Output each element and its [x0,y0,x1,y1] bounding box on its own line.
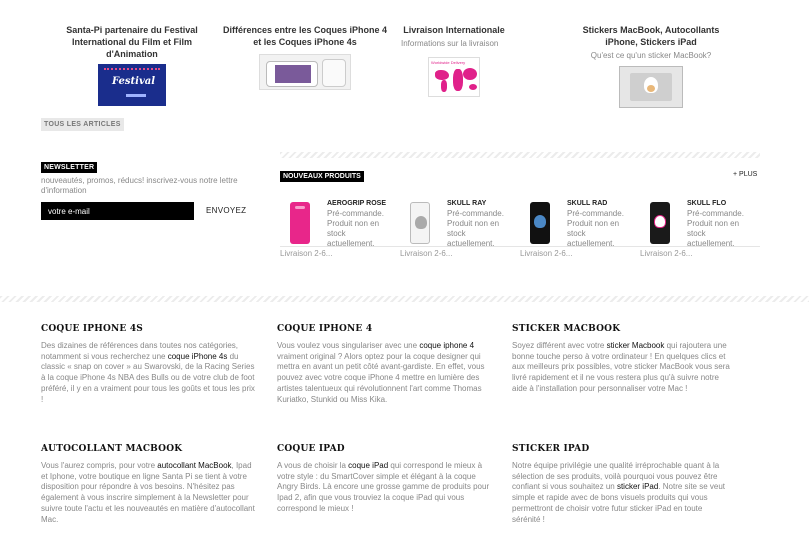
seo-text: A vous de choisir la coque iPad qui correspond le mieux à votre style : du SmartCover simple et élégant à la coque Angry Birds. Là encore une grosse gamme de produits pour Ipad 2, afin que vous trouviez la coque iPad qui vous correspond le mieux ! [277,461,490,513]
seo-text: Vous l'aurez compris, pour votre autocollant MacBook, Ipad et Iphone, votre boutique en ligne Santa Pi se tient à votre disposition pour répondre à vos besoins. N'hésitez pas également à vous inscrire simplement à la Newsletter pour suivre toute l'actu et les nouveautés en matière d'autocollant Mac. [41,461,255,524]
article-delivery[interactable] [369,24,539,97]
seo-link[interactable]: coque iphone 4 [419,341,475,350]
seo-block-sticker-ipad [512,444,730,525]
seo-text: Soyez différent avec votre sticker Macbook qui rajoutera une bonne touche perso à votre ordinateur ! En quelques clics et aux meilleurs prix possibles, votre sticker MacBook vous sera livré rapidement et il ne vous restera plus qu'à suivre notre aide à l'installation pour personnaliser votre Mac ! [512,341,730,393]
skull-icon [654,215,666,228]
seo-link[interactable]: coque iPad [348,461,389,470]
product-status: Pré-commande. Produit non en stock actuellement. [687,209,744,248]
seo-text: Notre équipe privilégie une qualité irréprochable quant à la sélection de ses produits, voilà pourquoi vous pouvez être confiant si vous souhaitez un sticker iPad. Notre site se veut simple et rapide avec de bons visuels produits qui vous permettront de choisir votre futur sticker iPad en toute sérénité ! [512,461,726,524]
festival-thumbnail[interactable] [98,64,166,106]
festival-dots [104,68,160,74]
seo-block-autocollant-macbook [41,444,259,525]
product-card[interactable] [640,200,752,260]
seo-text: Des dizaines de références dans toutes nos catégories, notamment si vous recherchez une coque iPhone 4s du classic « snap on cover » au Swarovski, de la Racing Series à la coque iPhone 4s NBA des Bulls ou de votre club de foot préféré, il y en a vraiment pour tous les goûts et tous les prix ! [41,341,255,404]
newsletter-tag: NEWSLETTER [41,162,97,173]
map-label: Worldwide Delivery [431,60,466,65]
skull-rad-image[interactable] [530,202,550,244]
aerogrip-rose-image[interactable] [290,202,310,244]
world-map-thumbnail[interactable] [428,57,480,97]
section-divider [280,152,760,158]
seo-title: COQUE IPHONE 4 [277,324,373,334]
festival-logo: Festival [112,76,156,87]
product-name[interactable]: SKULL FLO [687,200,727,207]
article-subtitle: Informations sur la livraison [401,39,499,48]
iphone-back [322,59,346,87]
newsletter-email-input[interactable] [41,202,194,220]
seo-link[interactable]: sticker iPad [616,482,659,492]
skull-icon [415,216,427,229]
skull-icon [534,215,546,228]
seo-block-coque-iphone-4s [41,324,259,405]
article-festival[interactable] [47,24,217,106]
article-iphone-differences[interactable] [220,24,390,90]
skull-ray-image[interactable] [410,202,430,244]
product-status: Pré-commande. Produit non en stock actuellement. [447,209,504,248]
iphone-thumbnail[interactable] [259,54,351,90]
seo-title: STICKER IPAD [512,444,590,454]
product-status: Pré-commande. Produit non en stock actuellement. [327,209,384,248]
seo-block-sticker-macbook [512,324,730,395]
seo-text: Vous voulez vous singulariser avec une coque iphone 4 vraiment original ? Alors optez pour la coque designer qui mettra en avant un petit côté avant-gardiste. En effet, vous pouvez avec votre coque iPhone 4 mettre en lumière des artistes talentueux qui révolutionnent l'art comme Thomas Kuriatko, Stunkid ou Miss Kika. [277,341,485,404]
product-name[interactable]: AEROGRIP ROSE [327,200,386,207]
product-delivery: Livraison 2-6... [280,249,333,258]
article-title[interactable]: Stickers MacBook, Autocollants iPhone, Stickers iPad [582,25,720,47]
skull-flo-image[interactable] [650,202,670,244]
new-products-more-link[interactable]: + PLUS [733,171,758,178]
newsletter-description: nouveautés, promos, réducs! inscrivez-vous notre lettre d'information [41,176,238,195]
chef-face-icon [647,85,655,92]
product-delivery: Livraison 2-6... [400,249,453,258]
seo-title: COQUE IPHONE 4S [41,324,143,334]
seo-title: AUTOCOLLANT MACBOOK [41,444,183,454]
newsletter-submit-button[interactable]: ENVOYEZ [206,206,247,215]
product-card[interactable] [400,200,512,260]
seo-block-coque-iphone-4 [277,324,495,405]
seo-link[interactable]: autocollant MacBook [157,461,232,470]
product-card[interactable] [280,200,392,260]
macbook-sticker-thumbnail[interactable] [619,66,683,108]
seo-link[interactable]: sticker Macbook [606,341,665,350]
product-delivery: Livraison 2-6... [520,249,573,258]
seo-title: STICKER MACBOOK [512,324,621,334]
product-status: Pré-commande. Produit non en stock actuellement. [567,209,624,248]
article-title[interactable]: Santa-Pi partenaire du Festival International du Film et Film d'Animation [66,25,198,59]
article-title[interactable]: Livraison Internationale [403,25,505,35]
article-title[interactable]: Différences entre les Coques iPhone 4 et les Coques iPhone 4s [222,25,388,47]
festival-logo-line [126,94,146,97]
new-products-tag: NOUVEAUX PRODUITS [280,171,364,182]
section-divider [0,296,809,302]
product-name[interactable]: SKULL RAD [567,200,608,207]
product-delivery: Livraison 2-6... [640,249,693,258]
seo-link[interactable]: coque iPhone 4s [167,351,228,361]
article-subtitle: Qu'est ce qu'un sticker MacBook? [590,51,712,60]
article-stickers[interactable] [566,24,736,108]
product-card[interactable] [520,200,632,260]
all-articles-button[interactable]: TOUS LES ARTICLES [41,118,124,131]
seo-title: COQUE IPAD [277,444,345,454]
product-name[interactable]: SKULL RAY [447,200,487,207]
seo-block-coque-ipad [277,444,495,515]
iphone-front [266,61,318,87]
